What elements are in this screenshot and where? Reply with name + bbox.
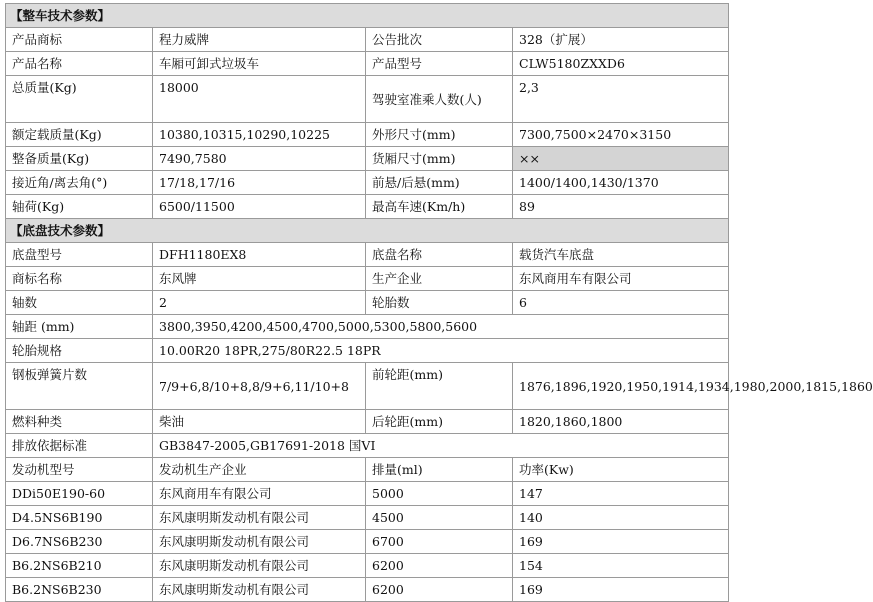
column-header: 排量(ml) [366,458,513,482]
param-label: 后轮距(mm) [366,410,513,434]
param-value: 1400/1400,1430/1370 [513,171,729,195]
param-value: CLW5180ZXXD6 [513,52,729,76]
table-row [6,363,729,410]
engine-power: 140 [513,506,729,530]
param-value: 东风牌 [153,267,366,291]
param-value: 6 [513,291,729,315]
param-label: 商标名称 [6,267,153,291]
engine-model: B6.2NS6B230 [6,578,153,602]
table-row [6,315,729,339]
param-label: 轮胎规格 [6,339,153,363]
engine-power: 169 [513,530,729,554]
engine-displacement: 6200 [366,554,513,578]
engine-power: 169 [513,578,729,602]
param-value: 7300,7500×2470×3150 [513,123,729,147]
param-value: 6500/11500 [153,195,366,219]
engine-power: 147 [513,482,729,506]
param-label: 排放依据标准 [6,434,153,458]
engine-model: D4.5NS6B190 [6,506,153,530]
param-value: 7/9+6,8/10+8,8/9+6,11/10+8 [153,363,366,410]
param-label: 产品商标 [6,28,153,52]
param-label: 总质量(Kg) [6,76,153,123]
param-label: 轮胎数 [366,291,513,315]
section-title: 【整车技术参数】 [6,4,729,28]
param-value: 7490,7580 [153,147,366,171]
table-row [6,339,729,363]
param-value: 东风商用车有限公司 [513,267,729,291]
engine-maker: 东风康明斯发动机有限公司 [153,578,366,602]
param-value: 1876,1896,1920,1950,1914,1934,1980,2000,1815,1860 [513,363,729,410]
param-label: 生产企业 [366,267,513,291]
param-value: 10.00R20 18PR,275/80R22.5 18PR [153,339,729,363]
param-value: 3800,3950,4200,4500,4700,5000,5300,5800,5600 [153,315,729,339]
param-label: 公告批次 [366,28,513,52]
spec-table [5,3,873,602]
param-value: DFH1180EX8 [153,243,366,267]
table-row [6,28,729,52]
param-label: 产品名称 [6,52,153,76]
param-label: 底盘名称 [366,243,513,267]
param-label: 轴荷(Kg) [6,195,153,219]
engine-model: DDi50E190-60 [6,482,153,506]
param-label: 产品型号 [366,52,513,76]
param-label: 外形尺寸(mm) [366,123,513,147]
param-label: 轴数 [6,291,153,315]
engine-model: D6.7NS6B230 [6,530,153,554]
table-row [6,171,729,195]
section-header-vehicle [6,4,729,28]
param-label: 整备质量(Kg) [6,147,153,171]
engine-displacement: 6700 [366,530,513,554]
column-header: 发动机生产企业 [153,458,366,482]
param-label: 钢板弹簧片数 [6,363,153,410]
column-header: 功率(Kw) [513,458,729,482]
param-value: 18000 [153,76,366,123]
table-row [6,52,729,76]
param-label: 额定载质量(Kg) [6,123,153,147]
column-header: 发动机型号 [6,458,153,482]
param-label: 最高车速(Km/h) [366,195,513,219]
param-label: 驾驶室准乘人数(人) [366,76,513,123]
engine-maker: 东风康明斯发动机有限公司 [153,506,366,530]
param-value: 载货汽车底盘 [513,243,729,267]
section-title: 【底盘技术参数】 [6,219,729,243]
table-row [6,195,729,219]
engine-power: 154 [513,554,729,578]
param-label: 底盘型号 [6,243,153,267]
param-label: 前悬/后悬(mm) [366,171,513,195]
engine-displacement: 5000 [366,482,513,506]
engine-maker: 东风康明斯发动机有限公司 [153,554,366,578]
engine-header-row [6,458,729,482]
engine-row [6,554,729,578]
param-label: 货厢尺寸(mm) [366,147,513,171]
table-row [6,123,729,147]
engine-row [6,530,729,554]
engine-row [6,506,729,530]
param-value: ×× [513,147,729,171]
param-label: 接近角/离去角(°) [6,171,153,195]
engine-displacement: 4500 [366,506,513,530]
table-row [6,147,729,171]
param-value: 2,3 [513,76,729,123]
param-value: GB3847-2005,GB17691-2018 国VI [153,434,729,458]
param-label: 轴距 (mm) [6,315,153,339]
table-row [6,410,729,434]
table-row [6,434,729,458]
engine-displacement: 6200 [366,578,513,602]
param-label: 前轮距(mm) [366,363,513,410]
engine-row [6,482,729,506]
table-row [6,243,729,267]
section-header-chassis [6,219,729,243]
param-value: 柴油 [153,410,366,434]
param-value: 程力威牌 [153,28,366,52]
param-value: 2 [153,291,366,315]
engine-maker: 东风商用车有限公司 [153,482,366,506]
param-value: 10380,10315,10290,10225 [153,123,366,147]
param-value: 1820,1860,1800 [513,410,729,434]
param-label: 燃料种类 [6,410,153,434]
param-value: 89 [513,195,729,219]
param-value: 17/18,17/16 [153,171,366,195]
engine-model: B6.2NS6B210 [6,554,153,578]
param-value: 车厢可卸式垃圾车 [153,52,366,76]
table-row [6,291,729,315]
param-value: 328（扩展） [513,28,729,52]
engine-maker: 东风康明斯发动机有限公司 [153,530,366,554]
table-row [6,267,729,291]
table-row [6,76,729,123]
engine-row [6,578,729,602]
